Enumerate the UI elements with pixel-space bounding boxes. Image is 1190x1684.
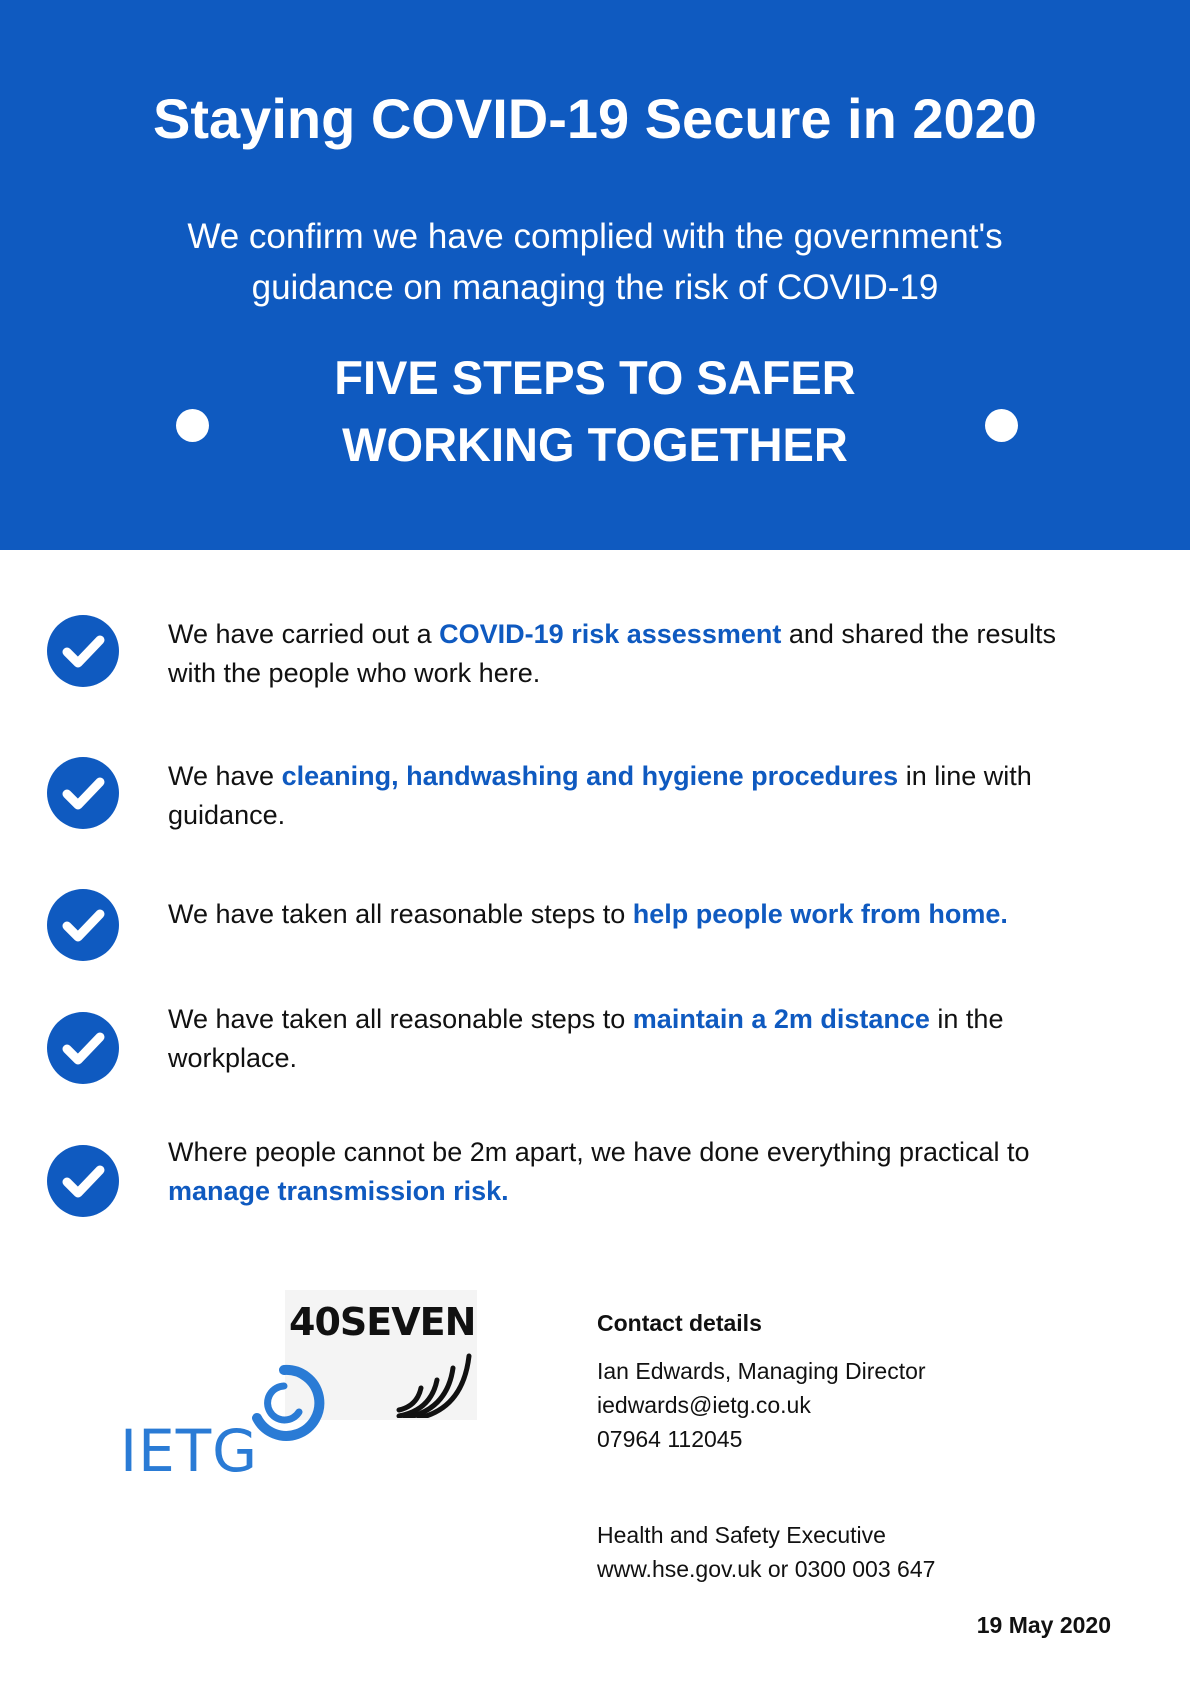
compliance-statement-line1: We confirm we have complied with the government's — [187, 217, 1003, 256]
step-highlight: cleaning, handwashing and hygiene procedures — [281, 761, 899, 791]
step-highlight: help people work from home. — [632, 899, 1008, 929]
step-text-before: We have carried out a — [168, 619, 440, 649]
checkmark-circle-icon — [47, 889, 119, 961]
contact-email[interactable]: iedwards@ietg.co.uk — [597, 1392, 811, 1418]
step-text-before: We have taken all reasonable steps to — [168, 1004, 633, 1034]
fortyseven-logo-text: 40SEVEN — [289, 1300, 476, 1344]
contact-phone: 07964 112045 — [597, 1426, 743, 1452]
step-text — [168, 1133, 1108, 1211]
hse-contact[interactable]: www.hse.gov.uk or 0300 003 647 — [597, 1556, 936, 1582]
step-highlight: maintain a 2m distance — [632, 1004, 930, 1034]
contact-details — [597, 1306, 1117, 1456]
step-highlight: manage transmission risk. — [168, 1176, 509, 1206]
bullet-dot-right — [985, 409, 1018, 442]
bullet-dot-left — [176, 409, 209, 442]
step-text — [168, 615, 1108, 693]
checkmark-circle-icon — [47, 615, 119, 687]
ietg-logo-text: IETG — [120, 1417, 259, 1485]
step-text — [168, 895, 1108, 934]
step-text-before: We have — [168, 761, 282, 791]
compliance-statement — [0, 211, 1190, 313]
checkmark-circle-icon — [47, 1145, 119, 1217]
header-banner — [0, 0, 1190, 550]
compliance-statement-line2: guidance on managing the risk of COVID-19 — [251, 268, 939, 307]
checkmark-circle-icon — [47, 757, 119, 829]
step-text — [168, 1000, 1108, 1078]
hse-name: Health and Safety Executive — [597, 1522, 886, 1548]
company-logos — [115, 1290, 495, 1490]
steps-heading — [0, 344, 1190, 478]
step-highlight: COVID-19 risk assessment — [439, 619, 782, 649]
document-date: 19 May 2020 — [976, 1612, 1111, 1638]
step-text-before: Where people cannot be 2m apart, we have done everything practical to — [168, 1137, 1030, 1167]
step-text-before: We have taken all reasonable steps to — [168, 899, 633, 929]
contact-name: Ian Edwards, Managing Director — [597, 1358, 926, 1384]
checkmark-circle-icon — [47, 1012, 119, 1084]
hse-details — [597, 1518, 1117, 1586]
sound-waves-icon — [395, 1350, 473, 1418]
step-text-after: in the workplace. — [168, 1004, 1004, 1073]
step-text — [168, 757, 1108, 835]
steps-heading-line1: FIVE STEPS TO SAFER — [334, 351, 856, 404]
contact-heading: Contact details — [597, 1310, 762, 1336]
steps-heading-line2: WORKING TOGETHER — [342, 418, 848, 471]
page-title: Staying COVID-19 Secure in 2020 — [153, 87, 1037, 150]
step-text-after: in line with guidance. — [168, 761, 1032, 830]
step-text-after: and shared the results with the people who work here. — [168, 619, 1057, 688]
